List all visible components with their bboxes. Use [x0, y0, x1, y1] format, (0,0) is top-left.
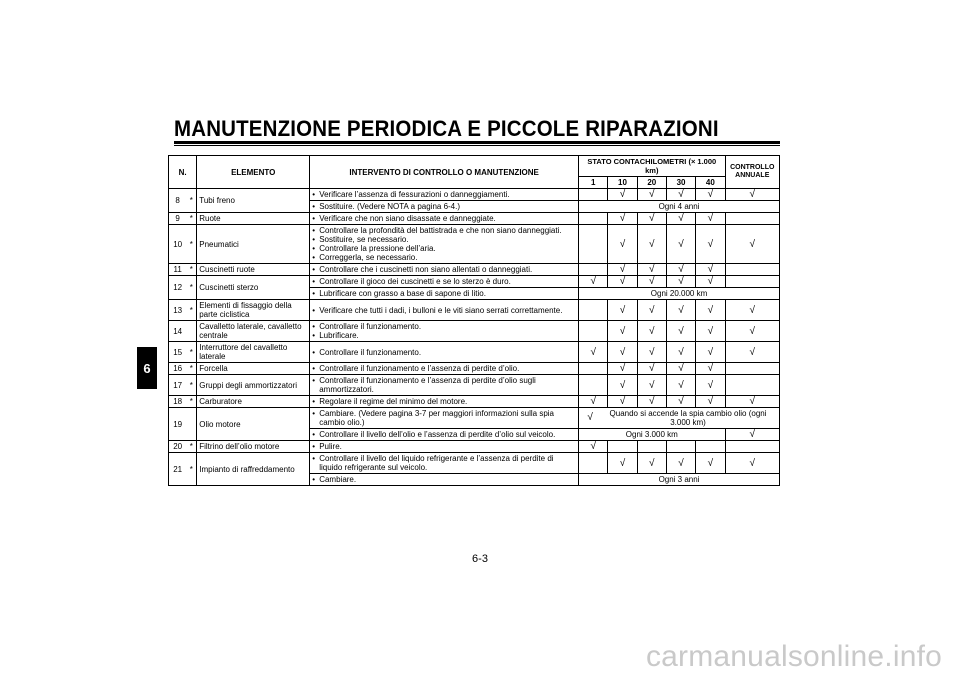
header-odometer-40: 40: [696, 177, 725, 189]
check-cell: √: [637, 363, 666, 375]
row-elemento: Impianto di raffreddamento: [197, 453, 310, 486]
row-elemento: Carburatore: [197, 396, 310, 408]
task-item: • Sostituire. (Vedere NOTA a pagina 6-4.): [312, 202, 576, 211]
check-cell: √: [637, 321, 666, 342]
row-intervento: [310, 474, 579, 486]
task-item: • Controllare il livello del liquido refrigerante e l’assenza di perdite di liquido refrigerante sul veicolo.: [312, 454, 576, 472]
row-intervento: [310, 225, 579, 264]
row-star: *: [186, 363, 196, 375]
header-controllo-annuale: CONTROLLO ANNUALE: [725, 156, 779, 189]
row-intervento: [310, 321, 579, 342]
task-list: [312, 364, 576, 373]
check-cell: √: [696, 342, 725, 363]
check-cell: √: [637, 225, 666, 264]
row-elemento: Filtrino dell’olio motore: [197, 441, 310, 453]
row-number: 16: [169, 363, 187, 375]
check-cell: √: [637, 276, 666, 288]
task-list: [312, 190, 576, 199]
check-cell: √: [637, 213, 666, 225]
check-cell: √: [608, 213, 637, 225]
check-cell: √: [579, 441, 608, 453]
interval-cell: [579, 408, 780, 429]
row-number: 10: [169, 225, 187, 264]
table-row: [169, 396, 780, 408]
check-cell: √: [696, 375, 725, 396]
header-odometer-30: 30: [666, 177, 695, 189]
check-cell: √: [666, 375, 695, 396]
table-row: [169, 375, 780, 396]
task-list: [312, 348, 576, 357]
check-cell: √: [696, 264, 725, 276]
header-odometer-10: 10: [608, 177, 637, 189]
check-cell: √: [637, 342, 666, 363]
check-cell: [579, 321, 608, 342]
table-row: [169, 408, 780, 429]
task-list: [312, 397, 576, 406]
table-row: [169, 225, 780, 264]
row-star: *: [186, 453, 196, 486]
row-intervento: [310, 375, 579, 396]
task-item: • Lubrificare.: [312, 331, 576, 340]
row-elemento: Elementi di fissaggio della parte ciclistica: [197, 300, 310, 321]
row-intervento: [310, 453, 579, 474]
check-cell: √: [696, 189, 725, 201]
task-item: • Verificare l’assenza di fessurazioni o danneggiamenti.: [312, 190, 576, 199]
task-list: [312, 289, 576, 298]
check-cell: √: [666, 213, 695, 225]
row-intervento: [310, 396, 579, 408]
row-intervento: [310, 441, 579, 453]
check-cell: √: [696, 396, 725, 408]
row-number: 9: [169, 213, 187, 225]
row-number: 18: [169, 396, 187, 408]
check-cell: √: [666, 300, 695, 321]
task-list: [312, 226, 576, 262]
table-row: [169, 453, 780, 474]
chapter-tab[interactable]: 6: [137, 347, 157, 389]
task-list: [312, 376, 576, 394]
check-cell: [579, 213, 608, 225]
header-odometer-1: 1: [579, 177, 608, 189]
header-stato-contachilometri: STATO CONTACHILOMETRI (× 1.000 km): [579, 156, 725, 177]
row-elemento: Pneumatici: [197, 225, 310, 264]
row-elemento: Gruppi degli ammortizzatori: [197, 375, 310, 396]
task-item: • Controllare il livello dell’olio e l’assenza di perdite d’olio sul veicolo.: [312, 430, 576, 439]
task-list: [312, 277, 576, 286]
row-number: 20: [169, 441, 187, 453]
interval-cell: Ogni 3 anni: [579, 474, 780, 486]
check-cell: [696, 441, 725, 453]
table-row: [169, 300, 780, 321]
page-title: MANUTENZIONE PERIODICA E PICCOLE RIPARAZIONI: [174, 116, 719, 141]
check-cell: √: [637, 189, 666, 201]
check-cell: √: [666, 342, 695, 363]
interval-cell: Ogni 20.000 km: [579, 288, 780, 300]
task-item: • Regolare il regime del minimo del motore.: [312, 397, 576, 406]
check-cell: √: [608, 453, 637, 474]
check-mark: √: [587, 412, 593, 423]
check-cell: √: [608, 342, 637, 363]
table-row: [169, 441, 780, 453]
header-odometer-20: 20: [637, 177, 666, 189]
row-number: 12: [169, 276, 187, 300]
check-cell: √: [608, 225, 637, 264]
check-cell: √: [579, 276, 608, 288]
header-intervento: INTERVENTO DI CONTROLLO O MANUTENZIONE: [310, 156, 579, 189]
check-cell: √: [637, 453, 666, 474]
interval-cell: Ogni 3.000 km: [579, 429, 725, 441]
row-number: 17: [169, 375, 187, 396]
row-elemento: Cavalletto laterale, cavalletto centrale: [197, 321, 310, 342]
task-item: • Controllare il funzionamento.: [312, 322, 576, 331]
check-cell: [579, 375, 608, 396]
row-number: 14: [169, 321, 187, 342]
row-star: *: [186, 342, 196, 363]
task-list: [312, 430, 576, 439]
table-header-row: [169, 156, 780, 177]
row-intervento: [310, 276, 579, 288]
check-cell: √: [696, 363, 725, 375]
table-row: [169, 213, 780, 225]
check-cell: √: [637, 375, 666, 396]
row-number: 21: [169, 453, 187, 486]
title-rule-thin: [174, 145, 780, 146]
check-cell: √: [666, 264, 695, 276]
row-elemento: Tubi freno: [197, 189, 310, 213]
table-row: [169, 276, 780, 288]
row-intervento: [310, 288, 579, 300]
task-list: [312, 306, 576, 315]
check-cell: [637, 441, 666, 453]
row-number: 13: [169, 300, 187, 321]
interval-text: Quando si accende la spia cambio olio (ogni 3.000 km): [609, 409, 767, 427]
check-cell: √: [608, 363, 637, 375]
check-cell: √: [696, 321, 725, 342]
task-item: • Cambiare. (Vedere pagina 3-7 per maggiori informazioni sulla spia cambio olio.): [312, 409, 576, 427]
row-star: [186, 408, 196, 441]
check-cell: √: [666, 189, 695, 201]
row-star: *: [186, 441, 196, 453]
task-item: • Sostituire, se necessario.: [312, 235, 576, 244]
row-star: *: [186, 300, 196, 321]
check-cell: √: [579, 342, 608, 363]
check-cell: [579, 300, 608, 321]
task-list: [312, 409, 576, 427]
check-cell: √: [608, 189, 637, 201]
annual-check-cell: [725, 363, 779, 375]
task-list: [312, 454, 576, 472]
check-cell: [579, 189, 608, 201]
check-cell: √: [696, 300, 725, 321]
row-number: 11: [169, 264, 187, 276]
check-cell: √: [696, 276, 725, 288]
check-cell: [666, 441, 695, 453]
task-item: • Controllare il gioco dei cuscinetti e se lo sterzo è duro.: [312, 277, 576, 286]
annual-check-cell: √: [725, 342, 779, 363]
annual-check-cell: √: [725, 396, 779, 408]
task-item: • Controllare il funzionamento e l’assenza di perdite d’olio sugli ammortizzatori.: [312, 376, 576, 394]
task-item: • Pulire.: [312, 442, 576, 451]
annual-check-cell: [725, 375, 779, 396]
annual-check-cell: √: [725, 321, 779, 342]
row-intervento: [310, 408, 579, 429]
task-item: • Controllare la profondità del battistrada e che non siano danneggiati.: [312, 226, 576, 235]
check-cell: √: [637, 300, 666, 321]
row-number: 8: [169, 189, 187, 213]
watermark: carmanualsonline.info: [645, 640, 942, 673]
row-star: *: [186, 264, 196, 276]
check-cell: √: [608, 396, 637, 408]
check-cell: √: [608, 264, 637, 276]
check-cell: √: [696, 453, 725, 474]
check-cell: [579, 225, 608, 264]
row-intervento: [310, 300, 579, 321]
task-item: • Cambiare.: [312, 475, 576, 484]
maintenance-table: [168, 155, 780, 486]
table-row: [169, 363, 780, 375]
table-row: [169, 342, 780, 363]
task-list: [312, 475, 576, 484]
check-cell: √: [666, 321, 695, 342]
row-elemento: Olio motore: [197, 408, 310, 441]
check-cell: [608, 441, 637, 453]
table-row: [169, 189, 780, 201]
header-elemento: ELEMENTO: [197, 156, 310, 189]
check-cell: √: [666, 276, 695, 288]
check-cell: √: [666, 225, 695, 264]
row-elemento: Cuscinetti ruote: [197, 264, 310, 276]
row-star: *: [186, 189, 196, 213]
title-rule: [174, 141, 780, 144]
table-row: [169, 264, 780, 276]
check-cell: √: [666, 363, 695, 375]
task-item: • Controllare il funzionamento e l’assenza di perdite d’olio.: [312, 364, 576, 373]
annual-check-cell: [725, 441, 779, 453]
task-item: • Controllare la pressione dell’aria.: [312, 244, 576, 253]
annual-check-cell: √: [725, 300, 779, 321]
annual-check-cell: [725, 264, 779, 276]
annual-check-cell: √: [725, 225, 779, 264]
annual-check-cell: [725, 276, 779, 288]
row-elemento: Ruote: [197, 213, 310, 225]
check-cell: √: [637, 396, 666, 408]
task-item: • Controllare il funzionamento.: [312, 348, 576, 357]
task-item: • Lubrificare con grasso a base di sapone di litio.: [312, 289, 576, 298]
check-cell: √: [608, 321, 637, 342]
task-list: [312, 322, 576, 340]
row-star: [186, 321, 196, 342]
row-star: *: [186, 225, 196, 264]
task-item: • Verificare che non siano disassate e danneggiate.: [312, 214, 576, 223]
row-star: *: [186, 276, 196, 300]
check-cell: [579, 363, 608, 375]
check-cell: √: [696, 213, 725, 225]
row-star: *: [186, 213, 196, 225]
check-cell: √: [666, 453, 695, 474]
row-intervento: [310, 264, 579, 276]
row-elemento: Cuscinetti sterzo: [197, 276, 310, 300]
check-cell: [579, 453, 608, 474]
table-body: [169, 189, 780, 486]
row-number: 15: [169, 342, 187, 363]
task-list: [312, 265, 576, 274]
check-cell: √: [608, 300, 637, 321]
check-cell: √: [579, 396, 608, 408]
row-intervento: [310, 189, 579, 201]
row-intervento: [310, 429, 579, 441]
row-star: *: [186, 396, 196, 408]
task-item: • Verificare che tutti i dadi, i bulloni e le viti siano serrati correttamente.: [312, 306, 576, 315]
check-cell: √: [666, 396, 695, 408]
row-elemento: Forcella: [197, 363, 310, 375]
task-list: [312, 442, 576, 451]
row-number: 19: [169, 408, 187, 441]
annual-check-cell: √: [725, 453, 779, 474]
annual-check-cell: [725, 213, 779, 225]
row-intervento: [310, 213, 579, 225]
task-item: • Controllare che i cuscinetti non siano allentati o danneggiati.: [312, 265, 576, 274]
annual-check-cell: √: [725, 189, 779, 201]
check-cell: √: [608, 276, 637, 288]
task-item: • Correggerla, se necessario.: [312, 253, 576, 262]
page-number: 6-3: [472, 553, 488, 565]
row-intervento: [310, 363, 579, 375]
table-row: [169, 321, 780, 342]
interval-split: [581, 409, 777, 427]
row-intervento: [310, 342, 579, 363]
interval-cell: Ogni 4 anni: [579, 201, 780, 213]
annual-check-cell: √: [725, 429, 779, 441]
check-cell: √: [637, 264, 666, 276]
row-intervento: [310, 201, 579, 213]
check-cell: [579, 264, 608, 276]
row-star: *: [186, 375, 196, 396]
row-elemento: Interruttore del cavalletto laterale: [197, 342, 310, 363]
task-list: [312, 202, 576, 211]
task-list: [312, 214, 576, 223]
header-n: N.: [169, 156, 197, 189]
check-cell: √: [608, 375, 637, 396]
check-cell: √: [696, 225, 725, 264]
